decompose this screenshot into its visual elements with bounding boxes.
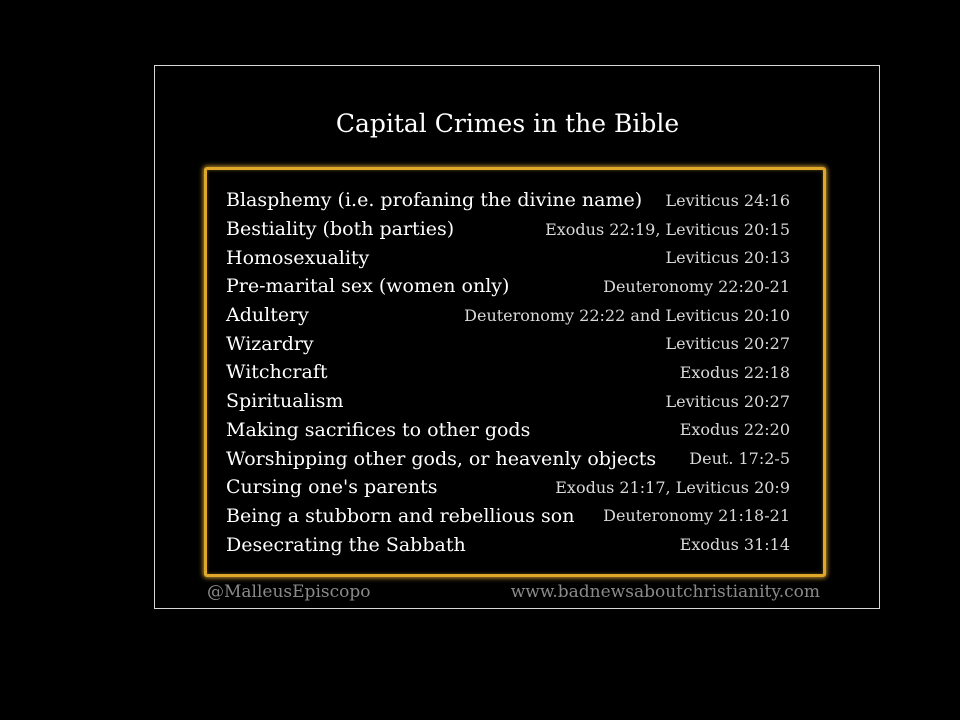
scripture-reference: Deuteronomy 21:18-21	[603, 506, 790, 526]
crime-name: Cursing one's parents	[226, 476, 438, 499]
scripture-reference: Leviticus 20:27	[665, 391, 790, 411]
crime-name: Spiritualism	[226, 390, 344, 413]
crime-row	[226, 272, 790, 301]
scripture-reference: Exodus 21:17, Leviticus 20:9	[555, 477, 790, 497]
slide-title: Capital Crimes in the Bible	[335, 109, 680, 138]
crime-row	[226, 215, 790, 244]
scripture-reference: Exodus 31:14	[679, 535, 790, 555]
scripture-reference: Deuteronomy 22:20-21	[603, 276, 790, 296]
scripture-reference: Deut. 17:2-5	[689, 449, 790, 469]
crime-name: Desecrating the Sabbath	[226, 533, 466, 556]
crimes-list	[226, 186, 790, 559]
crime-name: Homosexuality	[226, 246, 370, 269]
crime-name: Bestiality (both parties)	[226, 218, 455, 241]
crime-name: Witchcraft	[226, 361, 328, 384]
crime-row	[226, 444, 790, 473]
website-url: www.badnewsaboutchristianity.com	[510, 582, 820, 602]
crime-row	[226, 301, 790, 330]
scripture-reference: Exodus 22:18	[679, 362, 790, 382]
crime-name: Blasphemy (i.e. profaning the divine name)	[226, 189, 643, 212]
twitter-handle: @MalleusEpiscopo	[207, 582, 371, 602]
scripture-reference: Leviticus 24:16	[665, 190, 790, 210]
crime-row	[226, 243, 790, 272]
crime-row	[226, 329, 790, 358]
crime-row	[226, 416, 790, 445]
crime-row	[226, 387, 790, 416]
crime-name: Worshipping other gods, or heavenly objects	[226, 447, 657, 470]
crime-name: Making sacrifices to other gods	[226, 418, 531, 441]
crime-name: Adultery	[226, 304, 309, 327]
crime-row	[226, 186, 790, 215]
scripture-reference: Leviticus 20:27	[665, 334, 790, 354]
crime-name: Being a stubborn and rebellious son	[226, 504, 575, 527]
crime-row	[226, 530, 790, 559]
crime-row	[226, 473, 790, 502]
scripture-reference: Exodus 22:19, Leviticus 20:15	[545, 219, 790, 239]
crime-row	[226, 502, 790, 531]
crime-name: Wizardry	[226, 332, 314, 355]
scripture-reference: Deuteronomy 22:22 and Leviticus 20:10	[464, 305, 790, 325]
scripture-reference: Exodus 22:20	[679, 420, 790, 440]
scripture-reference: Leviticus 20:13	[665, 248, 790, 268]
crime-name: Pre-marital sex (women only)	[226, 275, 510, 298]
crime-row	[226, 358, 790, 387]
